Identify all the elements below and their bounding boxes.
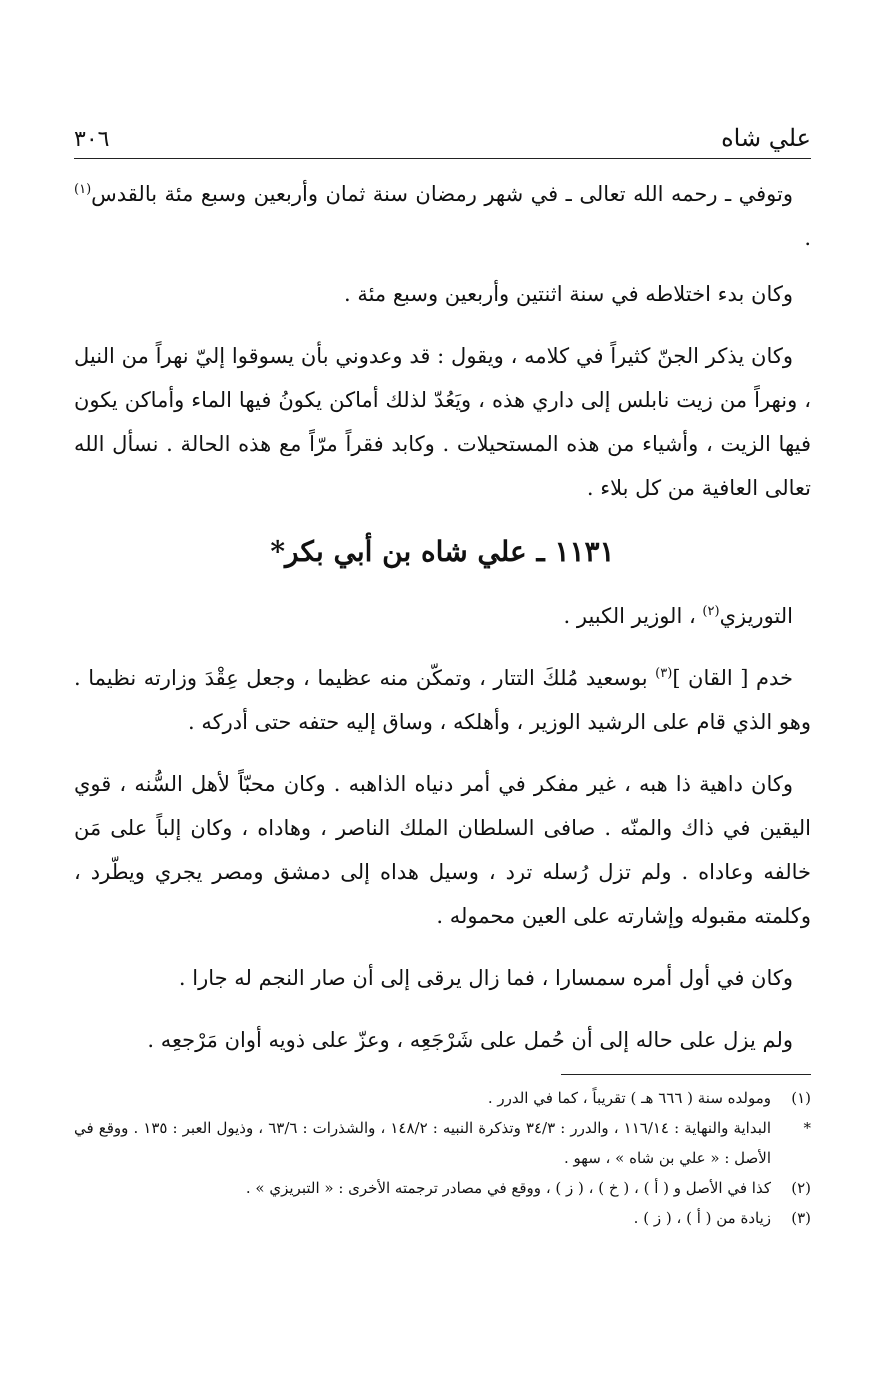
running-title: علي شاه	[721, 124, 811, 152]
paragraph-text-cont: بوسعيد مُلكَ التتار ، وتمكّن منه عظيما ، وجعل عِقْدَ وزارته نظيما . وهو الذي قام على الرشيد الوزير ، وأهلكه ، وساق إليه حتفه حتى أدركه .	[74, 666, 811, 734]
footnotes	[74, 1083, 811, 1233]
footnote-text: زيادة من ( أ ) ، ( ز ) .	[633, 1209, 771, 1227]
jinn-paragraph: وكان يذكر الجنّ كثيراً في كلامه ، ويقول : قد وعدوني بأن يسوقوا إليّ نهراً من النيل ، ونهراً من زيت نابلس إلى داري هذه ، ويَعُدّ لذلك أماكن يكونُ فيها الماء وأماكن يكون فيها الزيت ، وأشياء من هذه المستحيلات . وكابد فقراً مرّاً مع هذه الحالة . نسأل الله تعالى العافية من كل بلاء .	[74, 344, 811, 500]
footnote-separator	[561, 1074, 811, 1075]
character-paragraph: وكان داهية ذا هبه ، غير مفكر في أمر دنياه الذاهبه . وكان محبّاً لأهل السُّنه ، قوي اليقين في ذاك والمنّه . صافى السلطان الملك الناصر ، وهاداه ، وكان إلباً على مَن خالفه وعاداه . ولم تزل رُسله ترد ، وسيل هداه إلى دمشق ومصر يجري ويطّرد ، وكلمته مقبوله وإشارته على العين محموله .	[74, 772, 811, 928]
footnote-mark: (٢)	[791, 1179, 811, 1197]
page-number: ٣٠٦	[74, 127, 110, 152]
service-paragraph	[74, 656, 811, 744]
page-body	[74, 172, 811, 1233]
death-paragraph	[74, 172, 811, 260]
footnote-item	[74, 1173, 811, 1203]
footnote-ref-1: (١)	[74, 182, 92, 197]
footnote-text: ومولده سنة ( ٦٦٦ هـ ) تقريباً ، كما في الدرر .	[487, 1089, 771, 1107]
footnote-item	[74, 1113, 811, 1173]
paragraph-end: .	[804, 226, 811, 250]
footnote-text: كذا في الأصل و ( أ ) ، ( خ ) ، ( ز ) ، ووقع في مصادر ترجمته الأخرى : « التبريزي » .	[245, 1179, 771, 1197]
paragraph-text: خدم [ القان ]	[672, 666, 793, 690]
footnote-mark: (٣)	[791, 1209, 811, 1227]
confusion-paragraph: وكان بدء اختلاطه في سنة اثنتين وأربعين وسبع مئة .	[343, 282, 793, 306]
footnote-mark: *	[803, 1119, 811, 1137]
entry-subtitle	[74, 594, 811, 638]
nisba-text: التوريزي	[719, 604, 793, 628]
footnote-mark: (١)	[791, 1089, 811, 1107]
footnote-item	[74, 1083, 811, 1113]
entry-heading: ١١٣١ ـ علي شاه بن أبي بكر*	[270, 535, 615, 568]
footnote-item	[74, 1203, 811, 1233]
footnote-ref-2: (٢)	[702, 604, 720, 619]
running-header	[74, 112, 811, 159]
paragraph-text: وتوفي ـ رحمه الله تعالى ـ في شهر رمضان سنة ثمان وأربعين وسبع مئة بالقدس	[91, 182, 793, 206]
broker-paragraph: وكان في أول أمره سمسارا ، فما زال يرقى إلى أن صار النجم له جارا .	[178, 966, 793, 990]
subtitle-text: ، الوزير الكبير .	[563, 604, 703, 628]
footnote-text: البداية والنهاية : ١١٦/١٤ ، والدرر : ٣٤/٣ وتذكرة النبيه : ١٤٨/٢ ، والشذرات : ٦٣/٦ ، وذيول العبر : ١٣٥ . ووقع في الأصل : « علي بن شاه » ، سهو .	[74, 1119, 771, 1167]
footnote-ref-3: (٣)	[655, 666, 673, 681]
burial-paragraph: ولم يزل على حاله إلى أن حُمل على شَرْجَعِه ، وعزّ على ذويه أوان مَرْجعِه .	[147, 1028, 793, 1052]
